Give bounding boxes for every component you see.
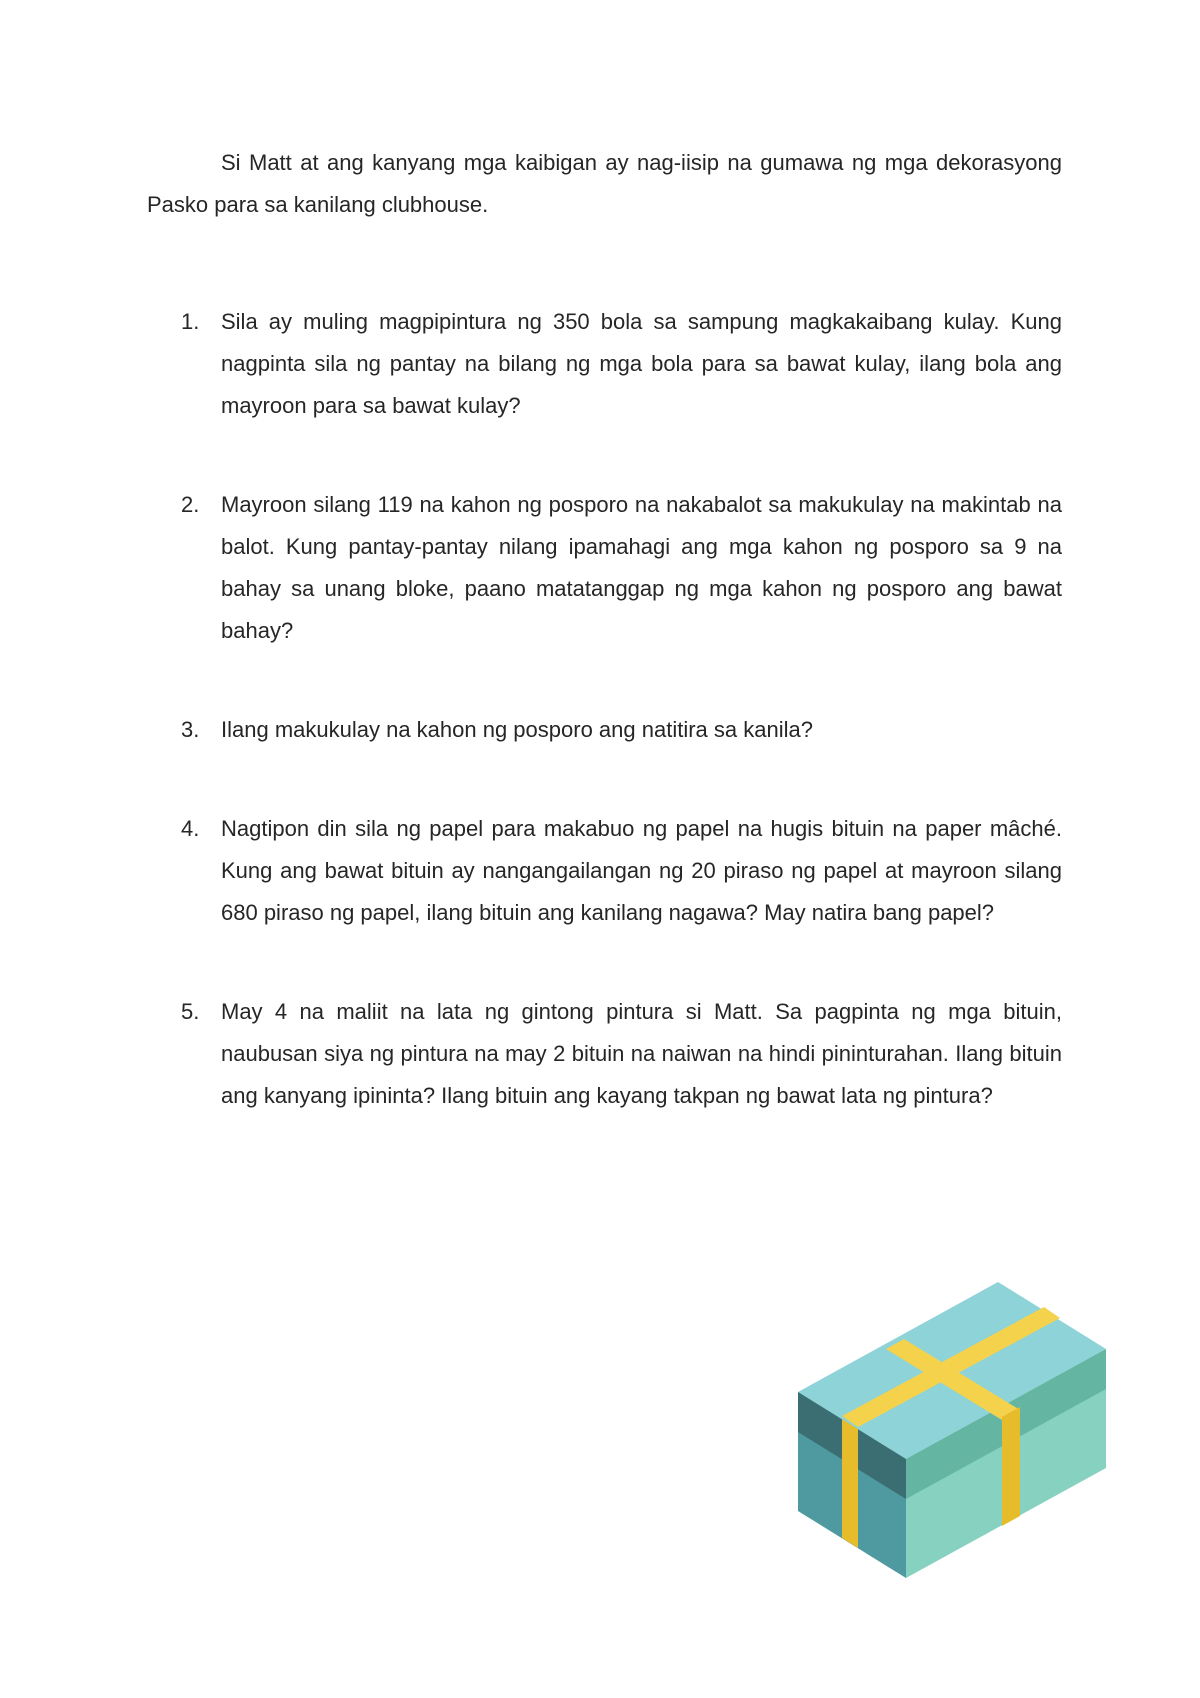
question-text: Nagtipon din sila ng papel para makabuo ng papel na hugis bituin na paper mâché. Kung ang bawat bituin ay nangangailangan ng 20 piraso ng papel at mayroon silang 680 piraso ng papel, ilang bituin ang kanilang nagawa? May natira bang papel? xyxy=(221,816,1062,925)
question-text: Sila ay muling magpipintura ng 350 bola sa sampung magkakaibang kulay. Kung nagpinta sila ng pantay na bilang ng mga bola para sa bawat kulay, ilang bola ang mayroon para sa bawat kulay? xyxy=(221,309,1062,418)
question-number: 3. xyxy=(181,717,200,742)
question-item-3 xyxy=(147,709,1062,751)
question-item-4 xyxy=(147,808,1062,934)
question-number: 1. xyxy=(181,309,200,334)
gift-box-icon xyxy=(798,1282,1106,1578)
question-list xyxy=(147,301,1062,1117)
intro-paragraph: Si Matt at ang kanyang mga kaibigan ay nag-iisip na gumawa ng mga dekorasyong Pasko para sa kanilang clubhouse. xyxy=(147,150,1062,217)
question-item-1 xyxy=(147,301,1062,427)
question-item-2 xyxy=(147,484,1062,652)
ribbon-right-face xyxy=(1002,1407,1020,1526)
question-number: 2. xyxy=(181,492,200,517)
ribbon-left-face xyxy=(842,1419,858,1548)
question-number: 4. xyxy=(181,816,200,841)
question-text: Ilang makukulay na kahon ng posporo ang natitira sa kanila? xyxy=(221,717,813,742)
question-item-5 xyxy=(147,991,1062,1117)
question-text: Mayroon silang 119 na kahon ng posporo na nakabalot sa makukulay na makintab na balot. Kung pantay-pantay nilang ipamahagi ang mga kahon ng posporo sa 9 na bahay sa unang bloke, paano matatanggap ng mga kahon ng posporo ang bawat bahay? xyxy=(221,492,1062,643)
question-text: May 4 na maliit na lata ng gintong pintura si Matt. Sa pagpinta ng mga bituin, naubusan siya ng pintura na may 2 bituin na naiwan na hindi pininturahan. Ilang bituin ang kanyang ipininta? Ilang bituin ang kayang takpan ng bawat lata ng pintura? xyxy=(221,999,1062,1108)
question-number: 5. xyxy=(181,999,200,1024)
